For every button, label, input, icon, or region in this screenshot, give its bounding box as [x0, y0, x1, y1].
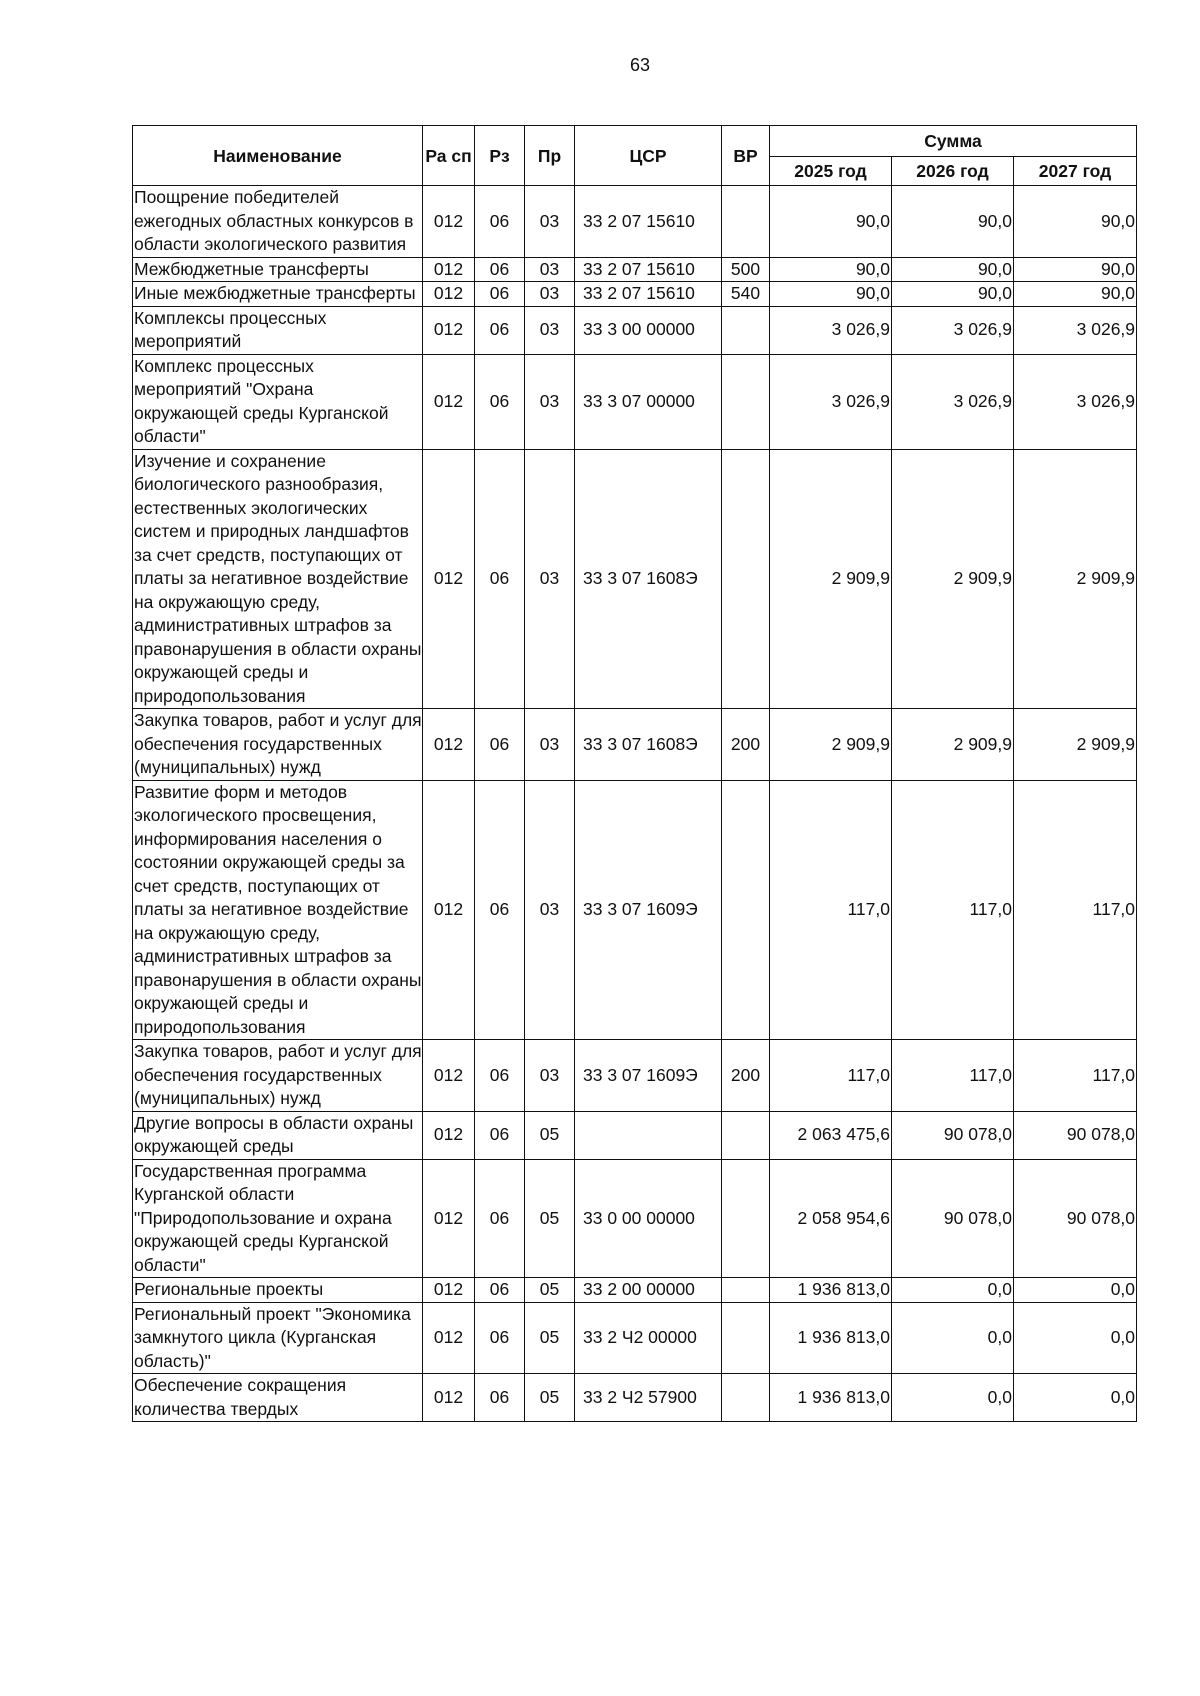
- row-name: Развитие форм и методов экологического просвещения, информирования населения о состоянии окружающей среды за счет средств, поступающих от платы за негативное воздействие на окружающую среду, административных штрафов за правонарушения в области охраны окружающей среды и природопользования: [133, 780, 423, 1040]
- table-row: [133, 186, 1137, 258]
- row-vr: 540: [722, 282, 770, 307]
- row-sum-2027: 2 909,9: [1014, 709, 1137, 781]
- table-row: [133, 354, 1137, 449]
- row-rz: 06: [475, 306, 525, 354]
- row-pr: 05: [525, 1111, 575, 1159]
- row-sum-2025: 90,0: [770, 282, 892, 307]
- row-rz: 06: [475, 1111, 525, 1159]
- row-sum-2027: 90,0: [1014, 186, 1137, 258]
- row-sum-2025: 2 909,9: [770, 449, 892, 709]
- row-name: Иные межбюджетные трансферты: [133, 282, 423, 307]
- row-vr: [722, 1302, 770, 1374]
- table-row: [133, 1302, 1137, 1374]
- row-vr: 200: [722, 709, 770, 781]
- row-rasp: 012: [423, 1374, 475, 1422]
- table-row: [133, 1278, 1137, 1303]
- row-vr: [722, 186, 770, 258]
- header-year-2026: 2026 год: [892, 157, 1014, 186]
- row-rasp: 012: [423, 1278, 475, 1303]
- row-sum-2025: 117,0: [770, 1040, 892, 1112]
- row-rz: 06: [475, 257, 525, 282]
- row-name: Закупка товаров, работ и услуг для обеспечения государственных (муниципальных) нужд: [133, 709, 423, 781]
- row-sum-2026: 117,0: [892, 1040, 1014, 1112]
- row-vr: [722, 354, 770, 449]
- row-rasp: 012: [423, 1111, 475, 1159]
- header-vr: ВР: [722, 126, 770, 186]
- row-sum-2026: 90,0: [892, 186, 1014, 258]
- row-csr: 33 3 07 1609Э: [575, 1040, 722, 1112]
- row-vr: 200: [722, 1040, 770, 1112]
- row-vr: [722, 1278, 770, 1303]
- row-sum-2025: 3 026,9: [770, 354, 892, 449]
- row-sum-2027: 90,0: [1014, 282, 1137, 307]
- table-body: [133, 186, 1137, 1422]
- row-sum-2025: 90,0: [770, 186, 892, 258]
- row-sum-2026: 90 078,0: [892, 1111, 1014, 1159]
- row-name: Изучение и сохранение биологического разнообразия, естественных экологических систем и природных ландшафтов за счет средств, поступающих от платы за негативное воздействие на окружающую среду, административных штрафов за правонарушения в области охраны окружающей среды и природопользования: [133, 449, 423, 709]
- row-vr: [722, 1111, 770, 1159]
- row-rz: 06: [475, 449, 525, 709]
- row-vr: [722, 306, 770, 354]
- header-sum: Сумма: [770, 126, 1137, 157]
- row-name: Поощрение победителей ежегодных областных конкурсов в области экологического развития: [133, 186, 423, 258]
- budget-table: [132, 125, 1137, 1422]
- row-pr: 03: [525, 282, 575, 307]
- row-name: Другие вопросы в области охраны окружающей среды: [133, 1111, 423, 1159]
- row-rasp: 012: [423, 780, 475, 1040]
- row-sum-2025: 1 936 813,0: [770, 1302, 892, 1374]
- row-name: Государственная программа Курганской области "Природопользование и охрана окружающей среды Курганской области": [133, 1159, 423, 1278]
- table-row: [133, 1040, 1137, 1112]
- row-sum-2025: 2 909,9: [770, 709, 892, 781]
- row-rasp: 012: [423, 709, 475, 781]
- row-sum-2027: 0,0: [1014, 1278, 1137, 1303]
- row-csr: 33 3 07 1608Э: [575, 449, 722, 709]
- row-sum-2027: 90 078,0: [1014, 1111, 1137, 1159]
- row-sum-2027: 0,0: [1014, 1374, 1137, 1422]
- row-rz: 06: [475, 1302, 525, 1374]
- row-sum-2025: 90,0: [770, 257, 892, 282]
- row-pr: 03: [525, 186, 575, 258]
- table-row: [133, 449, 1137, 709]
- row-csr: 33 0 00 00000: [575, 1159, 722, 1278]
- row-name: Межбюджетные трансферты: [133, 257, 423, 282]
- row-pr: 03: [525, 257, 575, 282]
- row-sum-2026: 90,0: [892, 257, 1014, 282]
- row-csr: 33 3 07 1608Э: [575, 709, 722, 781]
- table-row: [133, 257, 1137, 282]
- row-rasp: 012: [423, 282, 475, 307]
- row-csr: [575, 1111, 722, 1159]
- row-pr: 05: [525, 1374, 575, 1422]
- row-pr: 03: [525, 709, 575, 781]
- row-sum-2025: 117,0: [770, 780, 892, 1040]
- row-sum-2026: 0,0: [892, 1374, 1014, 1422]
- row-rasp: 012: [423, 306, 475, 354]
- row-pr: 05: [525, 1302, 575, 1374]
- table-row: [133, 282, 1137, 307]
- header-year-2025: 2025 год: [770, 157, 892, 186]
- row-pr: 03: [525, 354, 575, 449]
- row-csr: 33 2 00 00000: [575, 1278, 722, 1303]
- row-sum-2025: 1 936 813,0: [770, 1374, 892, 1422]
- row-sum-2025: 2 063 475,6: [770, 1111, 892, 1159]
- row-sum-2026: 3 026,9: [892, 354, 1014, 449]
- row-sum-2027: 90 078,0: [1014, 1159, 1137, 1278]
- row-name: Закупка товаров, работ и услуг для обеспечения государственных (муниципальных) нужд: [133, 1040, 423, 1112]
- row-csr: 33 2 07 15610: [575, 282, 722, 307]
- row-sum-2026: 3 026,9: [892, 306, 1014, 354]
- row-name: Региональный проект "Экономика замкнутого цикла (Курганская область)": [133, 1302, 423, 1374]
- header-csr: ЦСР: [575, 126, 722, 186]
- row-sum-2027: 0,0: [1014, 1302, 1137, 1374]
- table-row: [133, 1159, 1137, 1278]
- row-sum-2027: 3 026,9: [1014, 306, 1137, 354]
- row-rasp: 012: [423, 186, 475, 258]
- row-sum-2027: 90,0: [1014, 257, 1137, 282]
- row-vr: [722, 449, 770, 709]
- row-sum-2025: 1 936 813,0: [770, 1278, 892, 1303]
- table-header: [133, 126, 1137, 186]
- row-sum-2025: 3 026,9: [770, 306, 892, 354]
- header-pr: Пр: [525, 126, 575, 186]
- page-number: 63: [629, 55, 651, 75]
- row-vr: [722, 1159, 770, 1278]
- row-rasp: 012: [423, 257, 475, 282]
- row-rz: 06: [475, 709, 525, 781]
- row-pr: 03: [525, 306, 575, 354]
- table-row: [133, 1111, 1137, 1159]
- table-row: [133, 709, 1137, 781]
- row-sum-2027: 2 909,9: [1014, 449, 1137, 709]
- row-csr: 33 3 07 00000: [575, 354, 722, 449]
- row-rz: 06: [475, 1040, 525, 1112]
- row-sum-2025: 2 058 954,6: [770, 1159, 892, 1278]
- row-rz: 06: [475, 354, 525, 449]
- row-pr: 05: [525, 1159, 575, 1278]
- row-sum-2027: 117,0: [1014, 1040, 1137, 1112]
- row-name: Комплексы процессных мероприятий: [133, 306, 423, 354]
- table-row: [133, 306, 1137, 354]
- row-rz: 06: [475, 186, 525, 258]
- row-rasp: 012: [423, 354, 475, 449]
- row-sum-2026: 90,0: [892, 282, 1014, 307]
- row-vr: [722, 780, 770, 1040]
- row-sum-2026: 90 078,0: [892, 1159, 1014, 1278]
- row-csr: 33 2 Ч2 00000: [575, 1302, 722, 1374]
- row-csr: 33 3 07 1609Э: [575, 780, 722, 1040]
- row-name: Обеспечение сокращения количества твердых: [133, 1374, 423, 1422]
- row-pr: 03: [525, 1040, 575, 1112]
- row-rz: 06: [475, 282, 525, 307]
- row-rasp: 012: [423, 449, 475, 709]
- header-year-2027: 2027 год: [1014, 157, 1137, 186]
- header-rz: Рз: [475, 126, 525, 186]
- row-sum-2026: 2 909,9: [892, 709, 1014, 781]
- row-rasp: 012: [423, 1302, 475, 1374]
- row-name: Комплекс процессных мероприятий "Охрана окружающей среды Курганской области": [133, 354, 423, 449]
- row-rz: 06: [475, 1374, 525, 1422]
- header-name: Наименование: [133, 126, 423, 186]
- header-rasp: Ра сп: [423, 126, 475, 186]
- row-csr: 33 2 Ч2 57900: [575, 1374, 722, 1422]
- table-row: [133, 780, 1137, 1040]
- row-pr: 05: [525, 1278, 575, 1303]
- row-sum-2026: 2 909,9: [892, 449, 1014, 709]
- row-rz: 06: [475, 1159, 525, 1278]
- row-sum-2026: 0,0: [892, 1302, 1014, 1374]
- row-csr: 33 3 00 00000: [575, 306, 722, 354]
- row-rasp: 012: [423, 1040, 475, 1112]
- row-vr: [722, 1374, 770, 1422]
- row-pr: 03: [525, 449, 575, 709]
- row-sum-2026: 0,0: [892, 1278, 1014, 1303]
- row-sum-2027: 3 026,9: [1014, 354, 1137, 449]
- table-row: [133, 1374, 1137, 1422]
- row-name: Региональные проекты: [133, 1278, 423, 1303]
- row-vr: 500: [722, 257, 770, 282]
- row-rasp: 012: [423, 1159, 475, 1278]
- row-rz: 06: [475, 780, 525, 1040]
- row-sum-2027: 117,0: [1014, 780, 1137, 1040]
- row-csr: 33 2 07 15610: [575, 186, 722, 258]
- row-sum-2026: 117,0: [892, 780, 1014, 1040]
- row-csr: 33 2 07 15610: [575, 257, 722, 282]
- row-pr: 03: [525, 780, 575, 1040]
- row-rz: 06: [475, 1278, 525, 1303]
